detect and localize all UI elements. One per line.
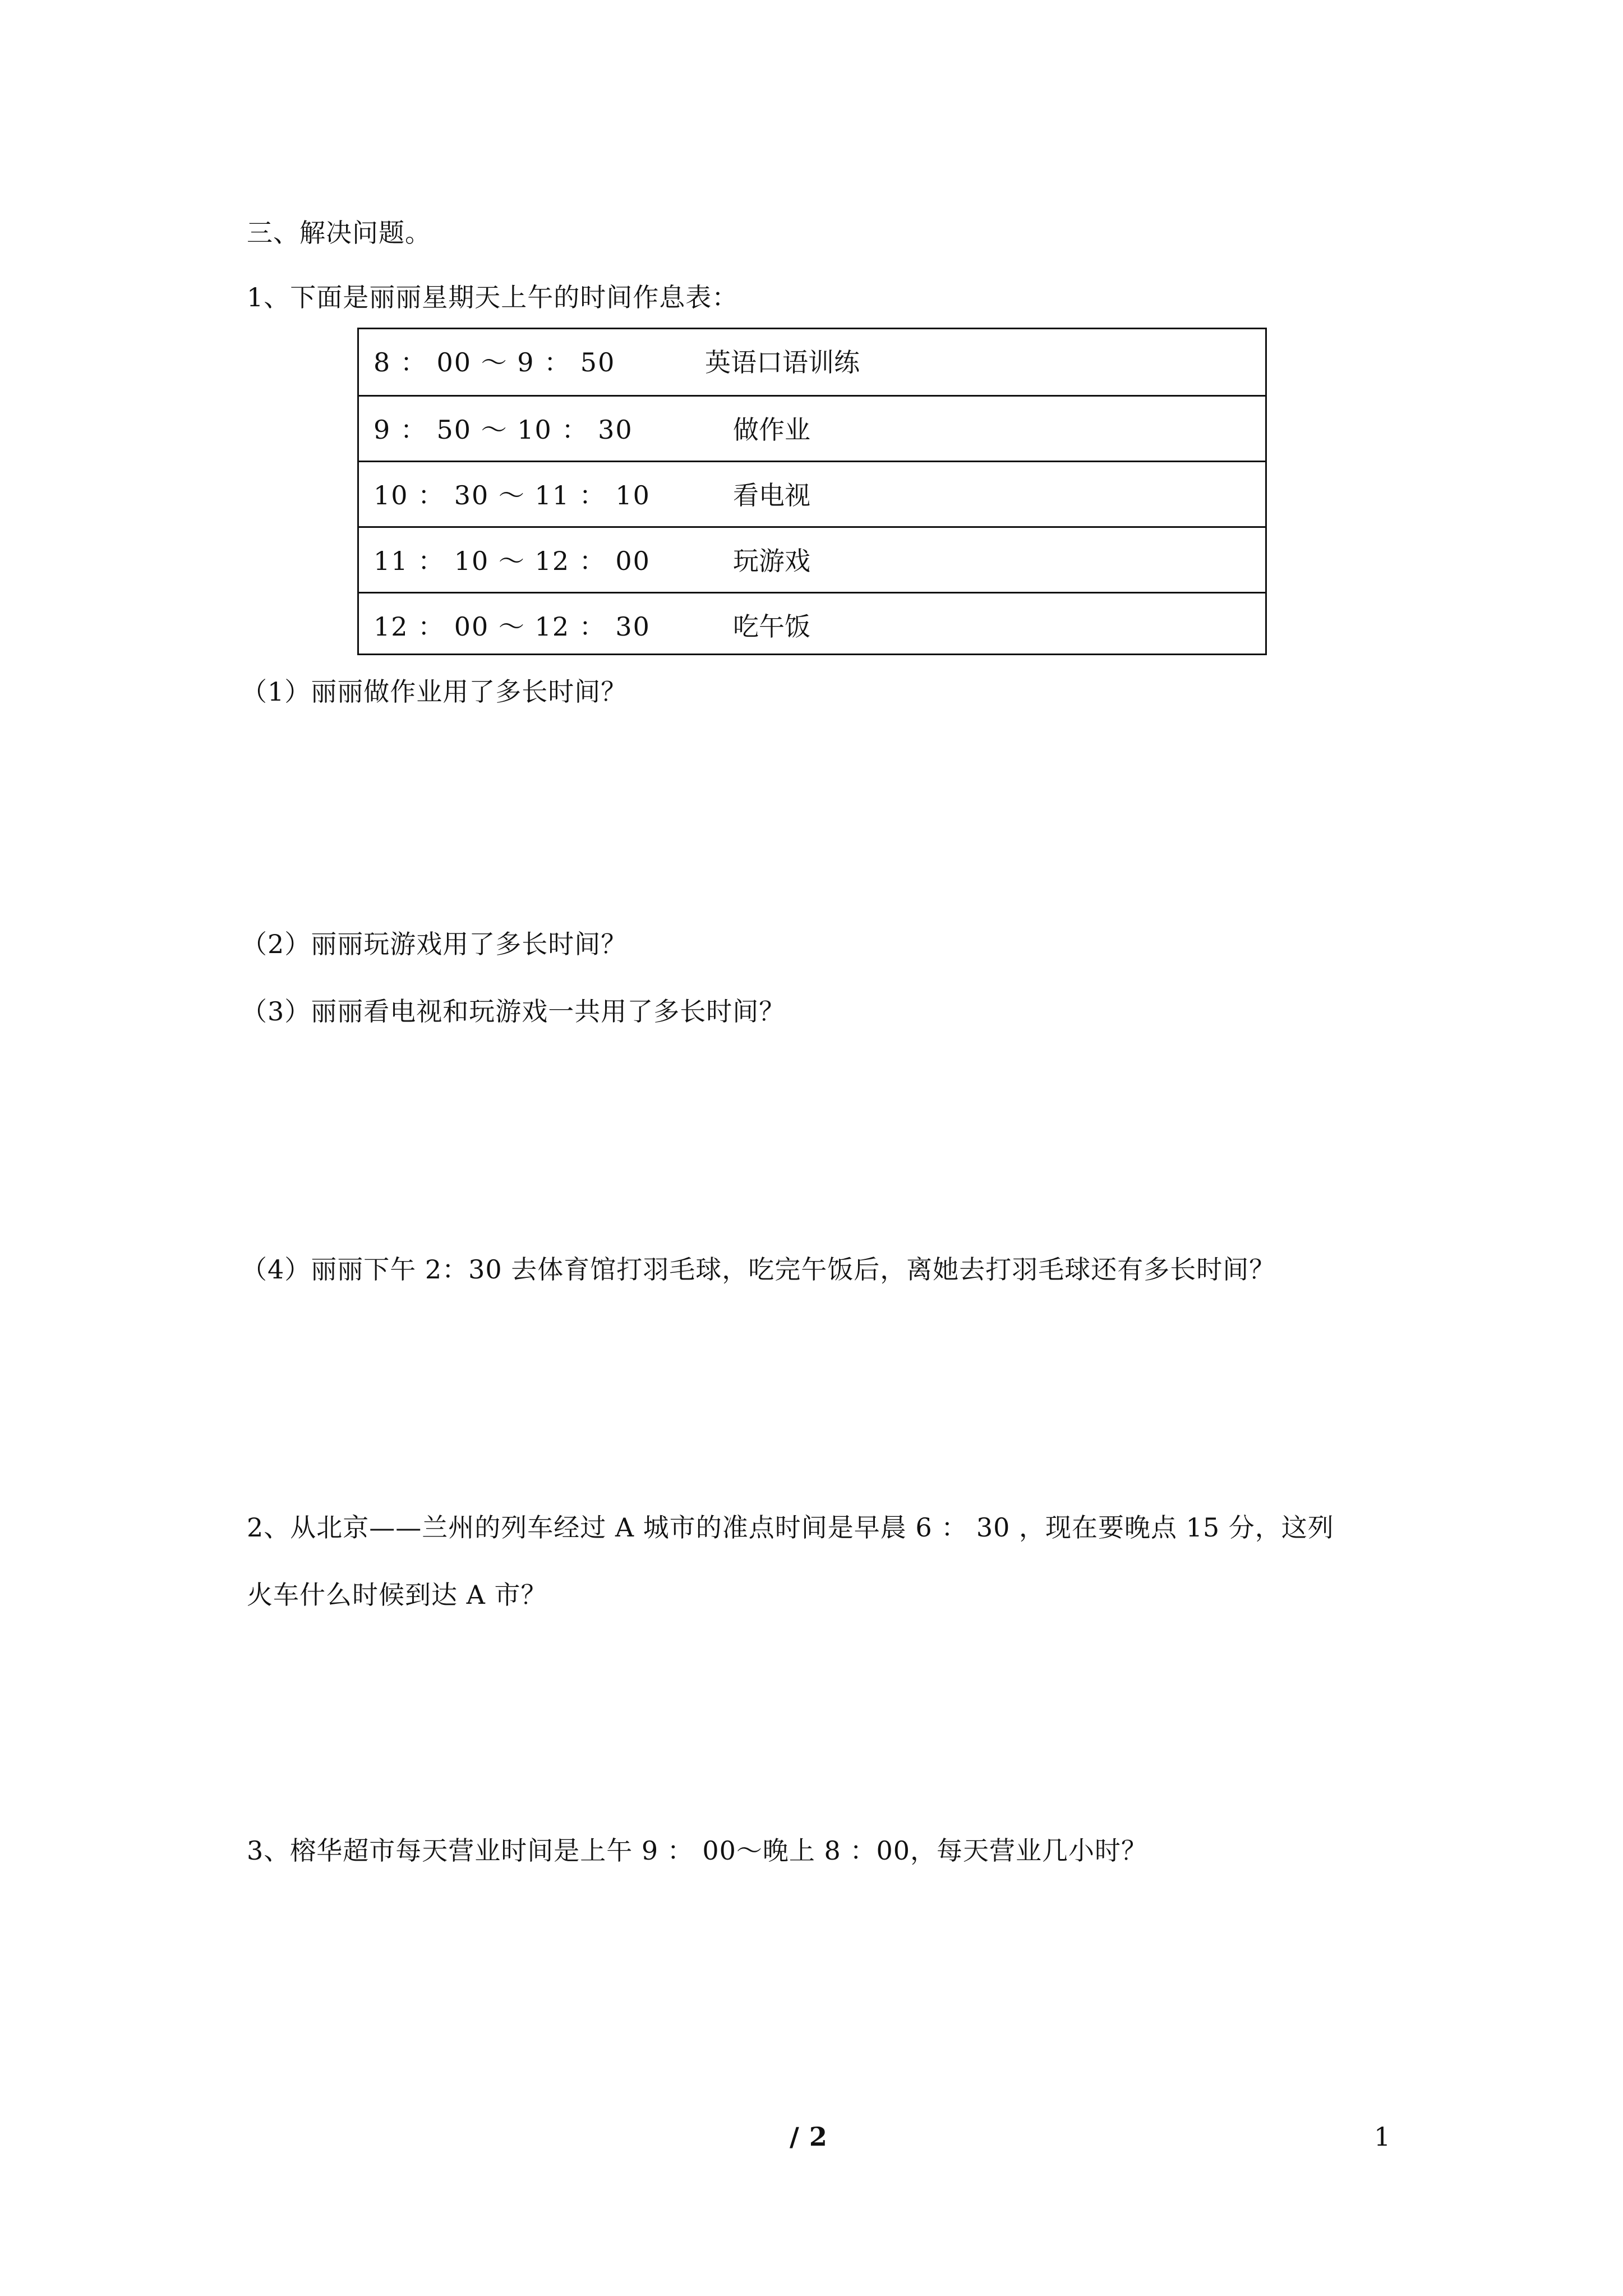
schedule-row: [359, 395, 1265, 461]
sub-question-2: （2）丽丽玩游戏用了多长时间？: [241, 929, 628, 959]
schedule-row: [359, 526, 1265, 592]
schedule-activity: 看电视: [733, 480, 810, 510]
question-2-line-2: 火车什么时候到达 A 市？: [247, 1580, 547, 1610]
schedule-time: 9 ： 50 ～ 10 ： 30: [374, 415, 633, 445]
sub-question-4: （4）丽丽下午 2：30 去体育馆打羽毛球，吃完午饭后，离她去打羽毛球还有多长时间？: [241, 1254, 1276, 1285]
question-1-intro: 1、下面是丽丽星期天上午的时间作息表：: [247, 282, 739, 312]
schedule-time: 8 ： 00 ～ 9 ： 50: [374, 347, 616, 378]
schedule-activity: 做作业: [733, 415, 810, 445]
schedule-row: [359, 592, 1265, 657]
page-number: 1: [1374, 2122, 1391, 2152]
schedule-row: [359, 461, 1265, 526]
schedule-time: 11 ： 10 ～ 12 ： 00: [374, 546, 651, 576]
schedule-activity: 玩游戏: [733, 546, 810, 576]
question-2-line-1: 2、从北京——兰州的列车经过 A 城市的准点时间是早晨 6 ： 30 ，现在要晚点 15 分，这列: [247, 1512, 1334, 1543]
section-heading: 三、解决问题。: [247, 218, 431, 248]
schedule-table: [357, 328, 1267, 655]
schedule-time: 12 ： 00 ～ 12 ： 30: [374, 611, 651, 642]
sub-question-3: （3）丽丽看电视和玩游戏一共用了多长时间？: [241, 996, 786, 1027]
page-total-marker: / 2: [790, 2122, 828, 2152]
question-3: 3、榕华超市每天营业时间是上午 9 ： 00～晚上 8 ：00，每天营业几小时？: [247, 1835, 1147, 1866]
schedule-activity: 英语口语训练: [705, 347, 860, 378]
sub-question-1: （1）丽丽做作业用了多长时间？: [241, 677, 628, 707]
schedule-row: [359, 329, 1265, 395]
schedule-activity: 吃午饭: [733, 611, 810, 642]
schedule-time: 10 ： 30 ～ 11 ： 10: [374, 480, 651, 510]
